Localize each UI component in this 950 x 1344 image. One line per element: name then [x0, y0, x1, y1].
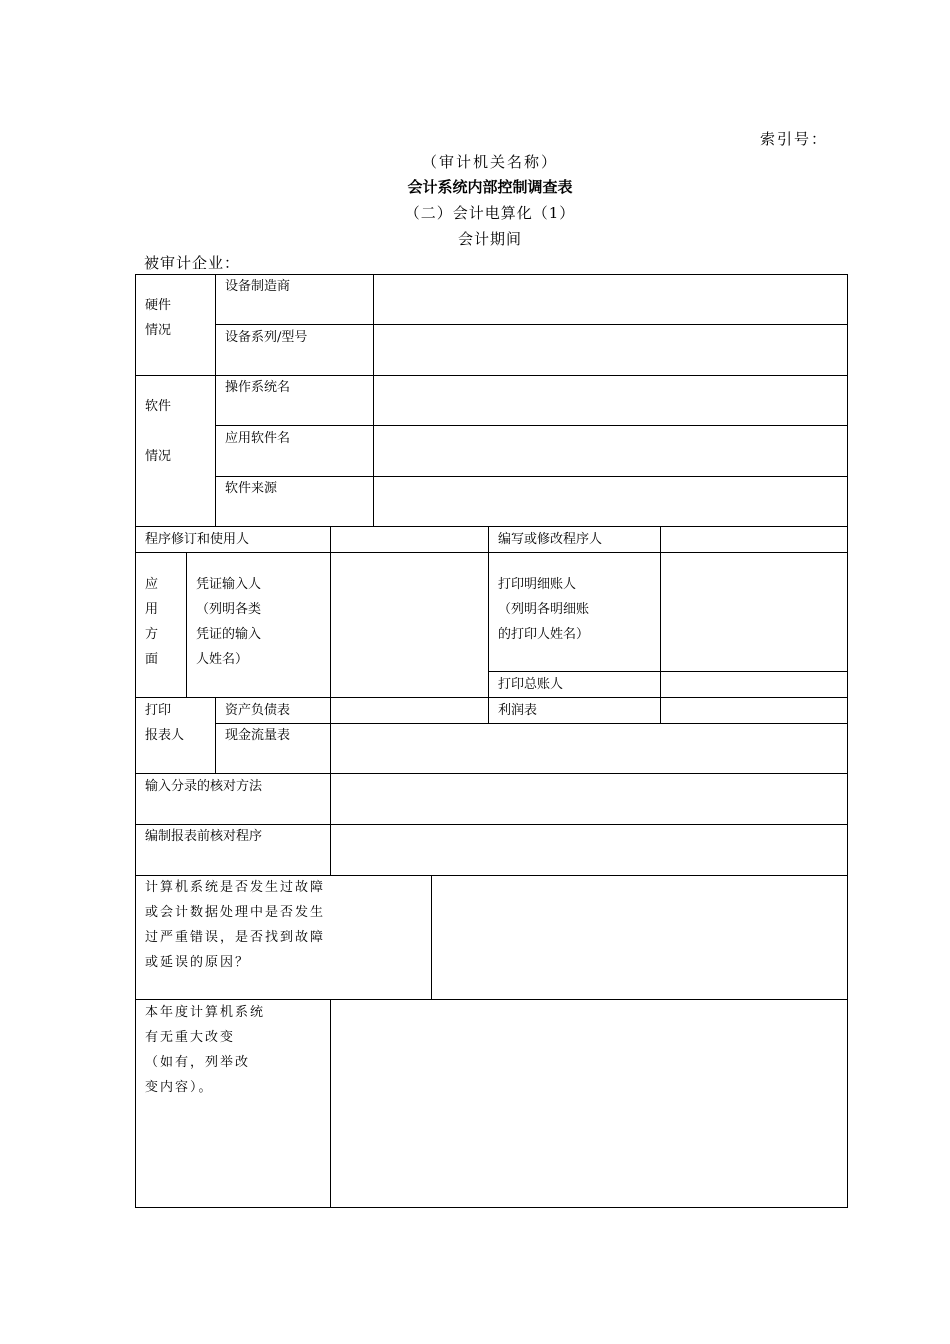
change-question: 本年度计算机系统 — [145, 1005, 266, 1020]
audit-org-name: （审计机关名称） — [421, 153, 558, 171]
print-general-ledger-label: 打印总账人 — [498, 677, 564, 692]
voucher-input-label-2: （列明各类 — [196, 602, 262, 617]
print-detail-label-3: 的打印人姓名） — [498, 627, 590, 642]
failure-question-2: 或会计数据处理中是否发生 — [145, 905, 326, 920]
voucher-input-label: 凭证输入人 — [196, 577, 262, 592]
programmer-value[interactable] — [662, 528, 845, 551]
print-general-ledger-value[interactable] — [662, 673, 845, 696]
print-detail-label: 打印明细账人 — [498, 577, 577, 592]
programmer-label: 编写或修改程序人 — [498, 532, 603, 547]
change-question-2: 有无重大改变 — [145, 1030, 236, 1045]
voucher-input-value[interactable] — [332, 554, 486, 695]
pre-report-check-label: 编制报表前核对程序 — [145, 829, 263, 844]
change-question-3: （如有，列举改 — [145, 1055, 251, 1070]
manufacturer-value[interactable] — [375, 276, 845, 323]
software-group-label: 软件 — [145, 399, 172, 414]
print-report-group-label-2: 报表人 — [145, 728, 185, 743]
income-statement-value[interactable] — [662, 699, 845, 722]
os-value[interactable] — [375, 377, 845, 424]
failure-question: 计算机系统是否发生过故障 — [145, 880, 326, 895]
form-title: 会计系统内部控制调查表 — [407, 178, 573, 196]
audited-enterprise-label: 被审计企业： — [144, 254, 241, 272]
print-report-group-label: 打印 — [145, 703, 172, 718]
software-source-label: 软件来源 — [225, 481, 278, 496]
app-software-label: 应用软件名 — [225, 431, 291, 446]
app-software-value[interactable] — [375, 427, 845, 474]
cash-flow-label: 现金流量表 — [225, 728, 291, 743]
application-group-label-4: 面 — [145, 652, 159, 667]
revision-users-label: 程序修订和使用人 — [145, 532, 250, 547]
manufacturer-label: 设备制造商 — [225, 279, 291, 294]
failure-question-3: 过严重错误，是否找到故障 — [145, 930, 326, 945]
change-answer[interactable] — [332, 1001, 845, 1206]
model-value[interactable] — [375, 326, 845, 373]
accounting-period-label: 会计期间 — [457, 230, 522, 248]
form-subtitle: （二）会计电算化（1） — [404, 204, 576, 222]
software-source-value[interactable] — [375, 478, 845, 525]
print-detail-label-2: （列明各明细账 — [498, 602, 590, 617]
voucher-input-label-3: 凭证的输入 — [196, 627, 262, 642]
failure-question-4: 或延误的原因？ — [145, 955, 251, 970]
balance-sheet-value[interactable] — [332, 699, 486, 722]
application-group-label-2: 用 — [145, 602, 159, 617]
failure-answer[interactable] — [433, 877, 845, 998]
hardware-group-label-2: 情况 — [145, 323, 172, 338]
entry-check-label: 输入分录的核对方法 — [145, 779, 263, 794]
index-number-label: 索引号： — [759, 130, 828, 148]
print-detail-value[interactable] — [662, 554, 845, 670]
balance-sheet-label: 资产负债表 — [225, 703, 291, 718]
change-question-4: 变内容）。 — [145, 1080, 214, 1095]
voucher-input-label-4: 人姓名） — [196, 652, 249, 667]
revision-users-value[interactable] — [332, 528, 486, 551]
application-group-label: 应 — [145, 577, 159, 592]
income-statement-label: 利润表 — [498, 703, 538, 718]
model-label: 设备系列/型号 — [225, 330, 308, 345]
entry-check-value[interactable] — [332, 775, 845, 823]
application-group-label-3: 方 — [145, 627, 159, 642]
cash-flow-value[interactable] — [332, 725, 845, 772]
software-group-label-2: 情况 — [145, 449, 172, 464]
os-label: 操作系统名 — [225, 380, 291, 395]
pre-report-check-value[interactable] — [332, 826, 845, 874]
hardware-group-label: 硬件 — [145, 298, 172, 313]
